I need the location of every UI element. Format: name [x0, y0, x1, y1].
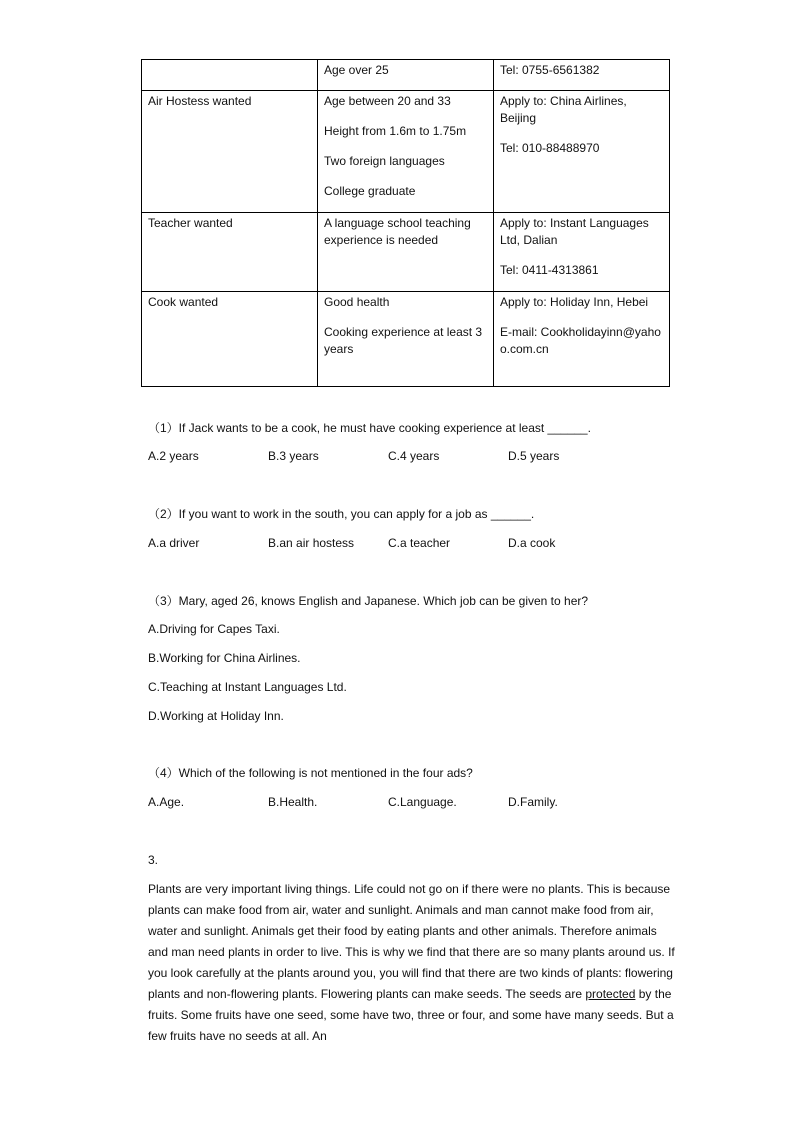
contact-line: E-mail: Cookholidayinn@yahoo.com.cn	[500, 325, 661, 356]
option: D.Family.	[508, 795, 558, 809]
question-2-options	[148, 535, 628, 552]
contact-line: Apply to: China Airlines, Beijing	[500, 94, 627, 125]
table-row	[142, 60, 670, 91]
option: B.3 years	[268, 449, 319, 463]
option: A.a driver	[148, 536, 200, 550]
job-cell: Cook wanted	[142, 292, 318, 387]
requirement-line: A language school teaching experience is needed	[324, 216, 471, 247]
requirement-line: Two foreign languages	[324, 154, 445, 168]
question-1-stem: （1）If Jack wants to be a cook, he must have cooking experience at least ______.	[148, 421, 591, 435]
job-cell: Teacher wanted	[142, 213, 318, 292]
option: D.5 years	[508, 449, 560, 463]
section-number: 3.	[148, 853, 159, 867]
option: C.Teaching at Instant Languages Ltd.	[148, 680, 347, 694]
option: C.a teacher	[388, 536, 451, 550]
option: B.Health.	[268, 795, 318, 809]
option: C.4 years	[388, 449, 440, 463]
requirement-line: Height from 1.6m to 1.75m	[324, 124, 467, 138]
requirements-cell	[318, 213, 494, 292]
requirement-line: College graduate	[324, 184, 416, 198]
reading-passage	[148, 879, 678, 1047]
job-cell: Air Hostess wanted	[142, 91, 318, 213]
requirement-line: Cooking experience at least 3 years	[324, 325, 483, 356]
option: D.Working at Holiday Inn.	[148, 709, 284, 723]
option: A.2 years	[148, 449, 199, 463]
table-row	[142, 91, 670, 213]
contact-cell	[494, 91, 670, 213]
option: A.Age.	[148, 795, 185, 809]
option: D.a cook	[508, 536, 556, 550]
passage-text: Plants are very important living things. Life could not go on if there were no plants. This is because plants can make food from air, water and sunlight. Animals and man cannot make food from air, water and sunlight. Animals get their food by eating plants and other animals. Therefore animals and man need plants in order to live. This is why we find that there are so many plants around us. If you look carefully at the plants around you, you will find that there are two kinds of plants: flowering plants and non-flowering plants. Flowering plants can make seeds. The seeds are	[148, 882, 675, 1001]
contact-line: Tel: 0411-4313861	[500, 263, 599, 277]
requirement-line: Good health	[324, 295, 390, 309]
table-row	[142, 292, 670, 387]
job-ads-table	[141, 59, 670, 387]
contact-cell	[494, 292, 670, 387]
requirement-line: Age between 20 and 33	[324, 94, 451, 108]
contact-cell	[494, 60, 670, 91]
passage-text: by the fruits. Some fruits have one seed, some have two, three or four, and some have many seeds. But a few fruits have no seeds at all. An	[148, 987, 674, 1043]
option: C.Language.	[388, 795, 457, 809]
requirements-cell	[318, 91, 494, 213]
contact-line: Tel: 0755-6561382	[500, 63, 600, 77]
option: A.Driving for Capes Taxi.	[148, 622, 280, 636]
table-row	[142, 213, 670, 292]
contact-line: Tel: 010-88488970	[500, 141, 600, 155]
question-4-stem: （4）Which of the following is not mentioned in the four ads?	[148, 766, 473, 780]
underlined-word: protected	[585, 987, 636, 1001]
requirements-cell	[318, 60, 494, 91]
question-2-stem: （2）If you want to work in the south, you can apply for a job as ______.	[148, 507, 535, 521]
option: B.Working for China Airlines.	[148, 651, 301, 665]
question-4-options	[148, 794, 628, 811]
question-1-options	[148, 448, 628, 465]
contact-line: Apply to: Holiday Inn, Hebei	[500, 295, 649, 309]
job-cell	[142, 60, 318, 91]
question-3-stem: （3）Mary, aged 26, knows English and Japanese. Which job can be given to her?	[148, 594, 589, 608]
contact-line: Apply to: Instant Languages Ltd, Dalian	[500, 216, 649, 247]
requirements-cell	[318, 292, 494, 387]
option: B.an air hostess	[268, 536, 355, 550]
contact-cell	[494, 213, 670, 292]
requirement-line: Age over 25	[324, 63, 389, 77]
